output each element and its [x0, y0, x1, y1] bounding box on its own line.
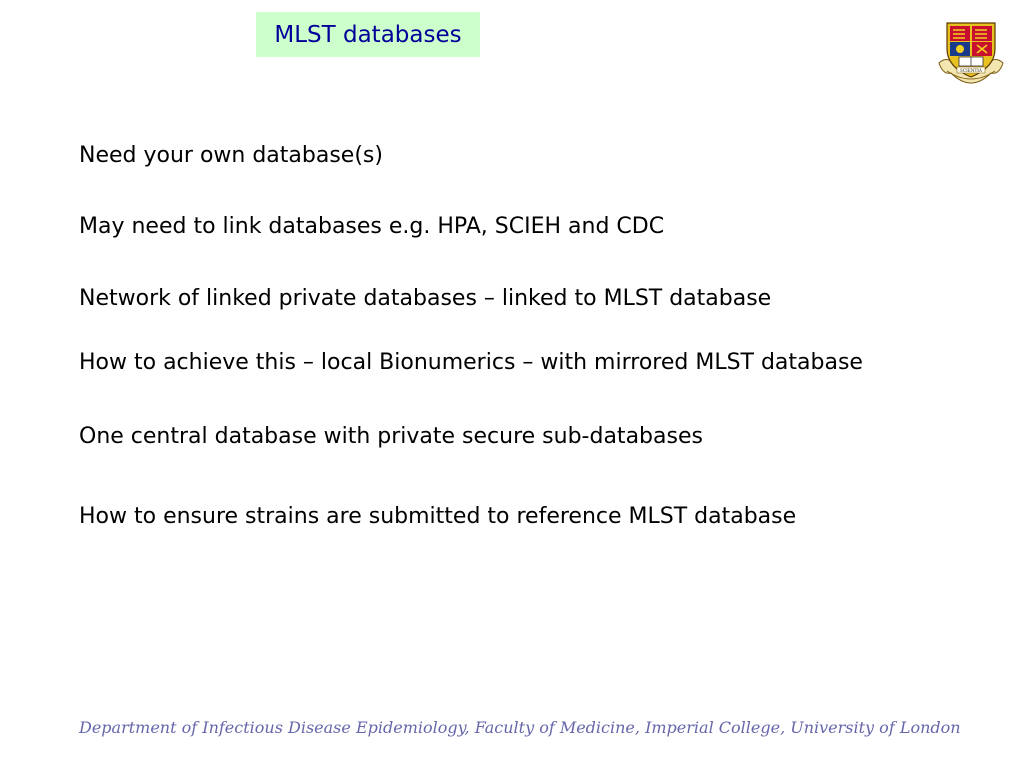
bullet-how-to-achieve: How to achieve this – local Bionumerics – with mirrored MLST database	[79, 350, 863, 375]
svg-text:SCIENTIA: SCIENTIA	[960, 68, 982, 73]
slide-footer: Department of Infectious Disease Epidemiology, Faculty of Medicine, Imperial College, University of London	[79, 718, 961, 737]
bullet-central-database: One central database with private secure sub-databases	[79, 424, 703, 449]
bullet-own-database: Need your own database(s)	[79, 143, 383, 168]
imperial-college-crest-icon	[937, 19, 1005, 87]
slide-title: MLST databases	[274, 21, 462, 48]
title-box	[256, 12, 480, 57]
bullet-network-private-databases: Network of linked private databases – linked to MLST database	[79, 286, 772, 311]
bullet-ensure-strains-submitted: How to ensure strains are submitted to reference MLST database	[79, 504, 797, 529]
bullet-link-databases: May need to link databases e.g. HPA, SCIEH and CDC	[79, 214, 665, 239]
